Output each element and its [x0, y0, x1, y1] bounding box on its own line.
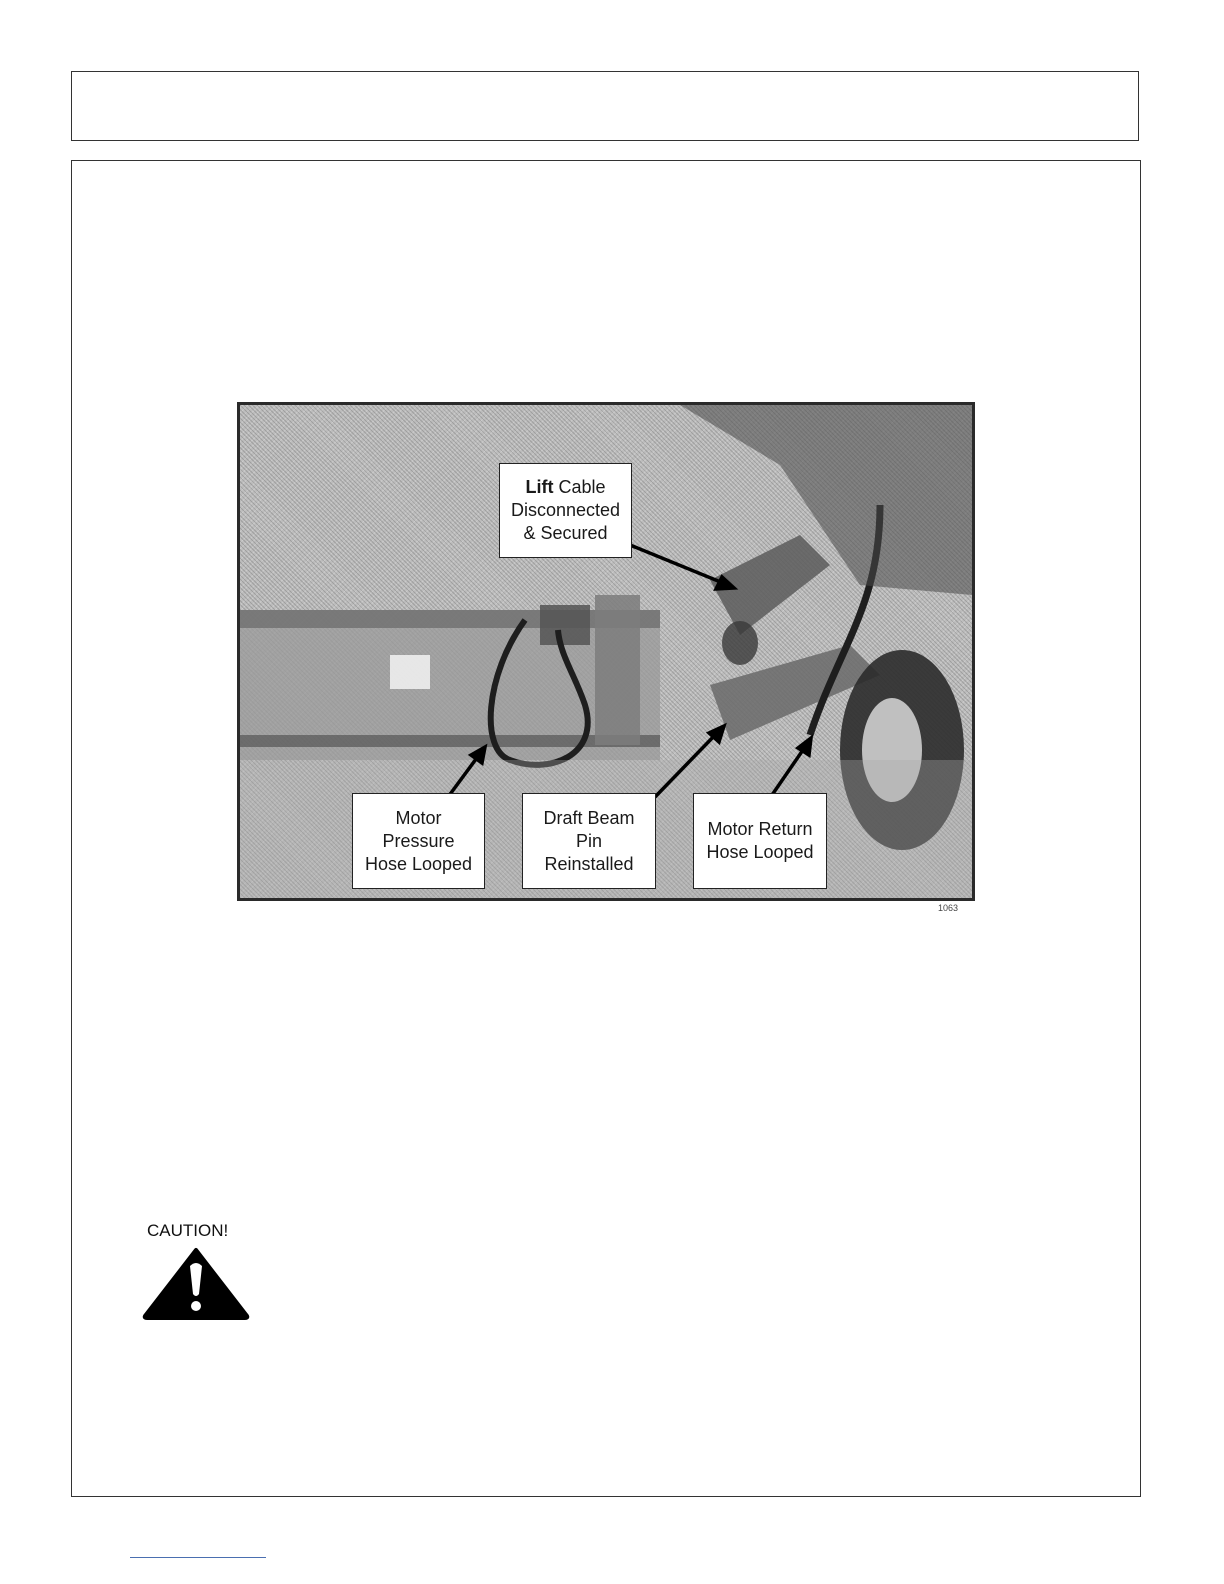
motor-return-label: Motor Return Hose Looped [706, 819, 814, 862]
warning-triangle-icon [140, 1244, 252, 1320]
caution-label: CAUTION! [147, 1221, 229, 1240]
caution-block [140, 1221, 260, 1320]
draft-beam-label: Draft Beam Pin Reinstalled [543, 807, 635, 874]
draft-beam-callout [522, 793, 656, 889]
equipment-photo [237, 402, 975, 901]
lift-cable-bold-label: Lift [525, 477, 554, 497]
motor-pressure-label: Motor Pressure Hose Looped [364, 807, 473, 874]
figure-number: 1063 [938, 903, 959, 913]
footer-link-underline[interactable] [130, 1557, 266, 1558]
motor-pressure-callout [352, 793, 485, 889]
motor-return-callout [693, 793, 827, 889]
lift-cable-callout [499, 463, 632, 558]
lift-cable-label: Cable Disconnected & Secured [510, 477, 621, 543]
header-box [71, 71, 1139, 141]
